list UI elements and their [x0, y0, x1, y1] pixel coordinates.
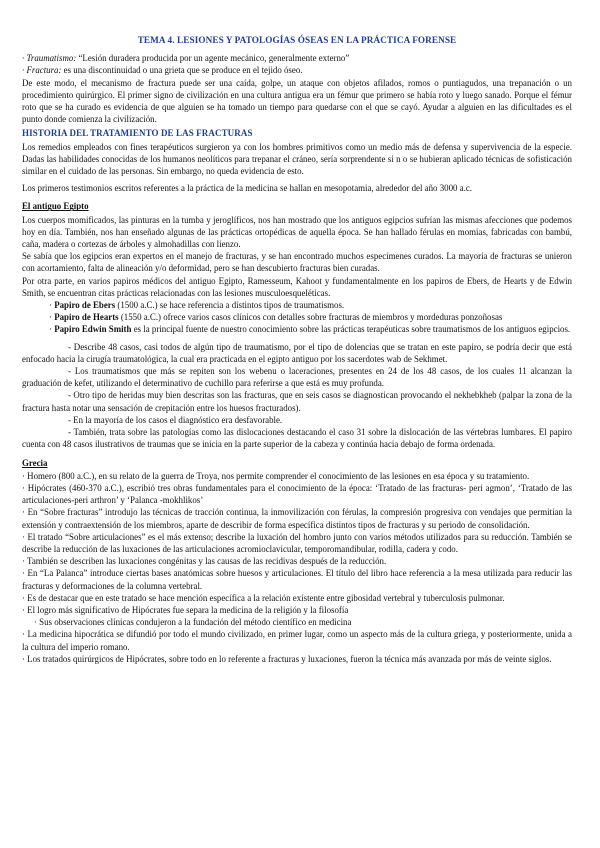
greece-heading: Grecia: [22, 457, 48, 468]
smith-detail: - Los traumatismos que más se repiten son los webenu o laceraciones, presentes en 24 de los 48 casos, de los cuales 11 alcanzan la graduación de kefet, utilizando el determinativo de cuchillo para referirse a que está es muy profunda.: [22, 366, 572, 389]
smith-detail: - Describe 48 casos, casi todos de algún tipo de traumatismo, por el tipo de dolencias que se tratan en este papiro, se podría decir que está enfocado hacia la cirugía traumatológica, la cual era practicada en el egipto antiguo por los sacerdotes wab de Sekhmet.: [22, 341, 572, 364]
greece-item: · El logro más significativo de Hipócrates fue separa la medicina de la religión y la filosofía: [22, 604, 349, 615]
history-heading: HISTORIA DEL TRATAMIENTO DE LAS FRACTURAS: [22, 128, 253, 139]
history-paragraph: Los primeros testimonios escritos referentes a la práctica de la medicina se hallan en mesopotamia, alrededor del año 3000 a.c.: [22, 183, 472, 194]
history-paragraph: Los remedios empleados con fines terapéuticos surgieron ya con los hombres primitivos como un medio más de defensa y supervivencia de la especie. Dadas las habilidades conocidas de los humanos neolíticos para trepanar el cráneo, sería sorprendente si n o se hubieran aplicado técnicas de sofisticación similar en el cuidado de las personas. Sin embargo, no queda evidencia de esto.: [22, 141, 572, 177]
papyrus-item: · Papiro de Hearts (1550 a.C.) ofrece varios casos clínicos con detalles sobre fracturas de miembros y mordeduras ponzoñosas: [49, 312, 503, 323]
greece-item: · En “La Palanca” introduce ciertas bases anatómicas sobre huesos y articulaciones. El título del libro hace referencia a la mesa utilizada para reducir las fracturas y deformaciones de la columna vertebral.: [22, 568, 572, 591]
definition-fractura: · Fractura: es una discontinuidad o una grieta que se produce en el tejido óseo.: [22, 65, 303, 76]
greece-item: · Los tratados quirúrgicos de Hipócrates, sobre todo en lo referente a fracturas y luxaciones, fueron la técnica más avanzada por más de veinte siglos.: [22, 653, 552, 664]
egypt-paragraph: Se sabía que los egipcios eran expertos en el manejo de fracturas, y se han encontrado muchos especímenes curados. La mayoría de fracturas se unieron con acortamiento, falta de alineación y/o deformidad, pero se han descubierto fracturas bien curadas.: [22, 251, 572, 274]
egypt-paragraph: Por otra parte, en varios papiros médicos del antiguo Egipto, Ramesseum, Kahoot y fundamentalmente en los papiros de Ebers, de Hearts y de Edwin Smith, se encuentran citas prácticas relacionadas con las lesiones musculoesqueléticas.: [22, 275, 572, 298]
definition-traumatismo: · Traumatismo: “Lesión duradera producida por un agente mecánico, generalmente externo”: [22, 53, 350, 64]
page-title: TEMA 4. LESIONES Y PATOLOGÍAS ÓSEAS EN LA PRÁCTICA FORENSE: [137, 35, 457, 45]
greece-item: · La medicina hipocrática se difundió por todo el mundo civilizado, en primer lugar, como un aspecto más de la cultura griega, y posteriormente, unida a la cultura del imperio romano.: [22, 629, 572, 652]
greece-item: · Hipócrates (460-370 a.C.), escribió tres obras fundamentales para el conocimiento de la época: ‘Tratado de las fracturas- peri agmon’, ‘Tratado de las articulaciones-peri arthron’ y ‘Palanca -mokhlikos’: [22, 482, 572, 506]
egypt-heading: El antiguo Egipto: [22, 201, 89, 212]
papyrus-item: · Papiro Edwin Smith es la principal fuente de nuestro conocimiento sobre las prácticas terapéuticas sobre traumatismos de los antiguos egipcios.: [49, 324, 571, 335]
smith-detail: - Otro tipo de heridas muy bien descritas son las fracturas, que en seis casos se diagnostican provocando el nekhebkheb (palpar la zona de la fractura hasta notar una sensación de crepitación entre los huesos fracturados).: [22, 390, 572, 413]
greece-item: · El tratado “Sobre articulaciones” es el más extenso; describe la luxación del hombro junto con varios métodos utilizados para su reducción. También se describe la reducción de las luxaciones de las articulaciones acromioclavicular, temporomandibular, rodilla, cadera y codo.: [22, 531, 572, 554]
smith-detail: - En la mayoría de los casos el diagnóstico era desfavorable.: [68, 414, 283, 425]
papyrus-item: · Papiro de Ebers (1500 a.C.) se hace referencia a distintos tipos de traumatismos.: [49, 300, 345, 311]
greece-item: · Homero (800 a.C.), en su relato de la guerra de Troya, nos permite comprender el conocimiento de las lesiones en esa época y su tratamiento.: [22, 470, 530, 481]
egypt-paragraph: Los cuerpos momificados, las pinturas en la tumba y jeroglíficos, nos han mostrado que los antiguos egipcios sufrían las mismas afecciones que podemos hoy en día. También, nos han enseñado algunas de las prácticas ortopédicas de aquella época. Se han hallado férulas en momias, fabricadas con bambú, caña, madera o cortezas de árboles y almohadillas con lienzo.: [22, 214, 572, 250]
greece-item: · En “Sobre fracturas” introdujo las técnicas de tracción continua, la inmovilización con férulas, la compresión progresiva con vendajes que permitían la extensión y contraextensión de los miembros, aparte de describir de forma específica distintos tipos de fracturas y su periodo de consolidación.: [22, 507, 572, 530]
smith-detail: - También, trata sobre las patologías como las dislocaciones destacando el caso 31 sobre la dislocación de las vértebras lumbares. El papiro cuenta con 48 casos ilustrativos de traumas que se inicia en la parte superior de la cabeza y continúa hacia debajo de forma ordenada.: [22, 427, 572, 450]
greece-item: · Es de destacar que en este tratado se hace mención específica a la relación existente entre gibosidad vertebral y tuberculosis pulmonar.: [22, 592, 505, 603]
greece-subitem: · Sus observaciones clínicas condujeron a la fundación del método científico en medicina: [34, 617, 352, 628]
intro-paragraph: De este modo, el mecanismo de fractura puede ser una caída, golpe, un ataque con objetos afilados, romos o puntiagudos, una trepanación o un procedimiento quirúrgico. El primer signo de civilización en una cultura antigua era un fémur que primero se había roto y luego sanado. Porque el fémur roto que se ha curado es evidencia de que alguien se ha tomado un tiempo para quedarse con el que se cayó. Ayudar a alguien en las dificultades es el punto donde comienza la civilización.: [22, 77, 572, 125]
greece-item: · También se describen las luxaciones congénitas y las causas de las recidivas después de la reducción.: [22, 556, 387, 567]
